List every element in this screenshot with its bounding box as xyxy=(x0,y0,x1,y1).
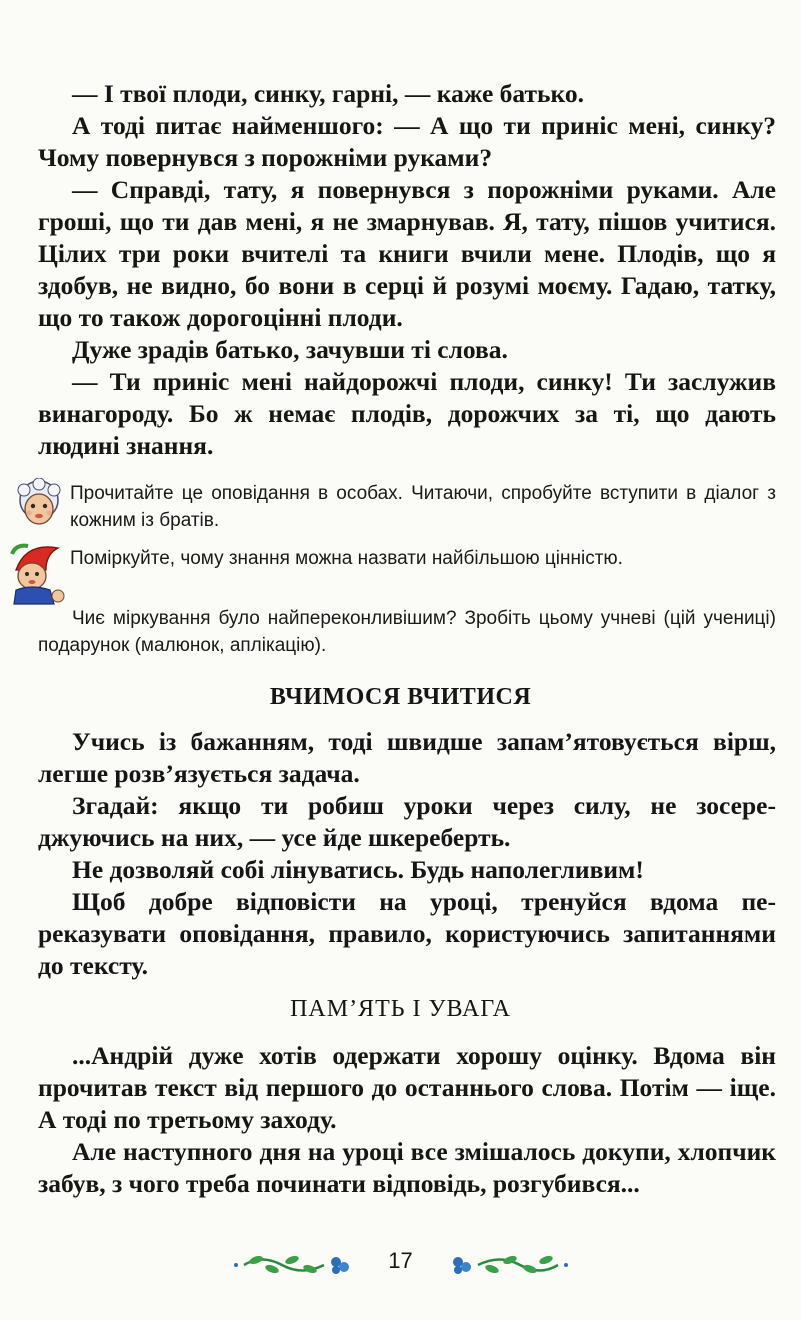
task-read-in-roles: Прочитайте це оповідання в особах. Читаючи, спробуйте вступити в діалог з кожним із братів. xyxy=(70,483,776,531)
section-paragraph: Не дозволяй собі лінуватись. Будь наполегливим! xyxy=(72,855,644,884)
story-paragraph: — Справді, тату, я повернувся з порожніми руками. Але гроші, що ти дав мені, я не змарнував. Я, тату, пішов учитися. Цілих три роки вчителі та книги вчили мене. Плодів, що я здобув, не видно, бо вони в серці й розумі моєму. Гадаю, татку, що то також дорогоцінні плоди. xyxy=(38,175,776,332)
story-paragraph: — І твої плоди, синку, гарні, — каже батько. xyxy=(72,79,584,108)
gnome-red-hat-icon xyxy=(6,540,68,606)
page-number: 17 xyxy=(388,1248,413,1273)
story-ending xyxy=(38,78,776,462)
section-learn-to-learn xyxy=(38,726,776,982)
section-heading-memory-and-attention: ПАМ’ЯТЬ І УВАГА xyxy=(290,996,511,1022)
section-memory-and-attention xyxy=(38,1040,776,1200)
story-paragraph: Дуже зрадів батько, зачувши ті слова. xyxy=(72,335,508,364)
section-paragraph: Щоб добре відповісти на уроці, тренуйся вдома переказувати оповідання, правило, користуючись запитаннями до тексту. xyxy=(38,887,776,980)
section-paragraph: Але наступного дня на уроці все змішалось докупи, хлопчик забув, з чого треба починати відповідь, розгубився... xyxy=(38,1137,776,1198)
section-paragraph: Згадай: якщо ти робиш уроки через силу, не зосереджуючись на них, — усе йде шкереберть. xyxy=(38,791,776,852)
story-paragraph: А тоді питає найменшого: — А що ти приніс мені, синку? Чому повернувся з порожніми руками? xyxy=(38,111,776,172)
story-paragraph: — Ти приніс мені найдорожчі плоди, синку! Ти заслужив винагороду. Бо ж немає плодів, дорожчих за ті, що дають людині знання. xyxy=(38,367,776,460)
task-gift-to-student: Чиє міркування було найпереконливішим? Зробіть цьому учневі (цій учениці) подарунок (малюнок, аплікацію). xyxy=(38,608,776,656)
section-heading-learn-to-learn: ВЧИМОСЯ ВЧИТИСЯ xyxy=(269,684,532,710)
task-think-value-of-knowledge: Поміркуйте, чому знання можна назвати найбільшою цінністю. xyxy=(70,548,623,569)
section-paragraph: Учись із бажанням, тоді швидше запам’ятовується вірш, легше розв’язується задача. xyxy=(38,727,776,788)
floral-ornament-right-icon xyxy=(448,1252,570,1278)
section-paragraph: ...Андрій дуже хотів одержати хорошу оцінку. Вдома він прочитав текст від першого до останнього слова. Потім — іще. А тоді по третьому заходу. xyxy=(38,1041,776,1134)
girl-with-bonnet-icon xyxy=(10,478,68,536)
